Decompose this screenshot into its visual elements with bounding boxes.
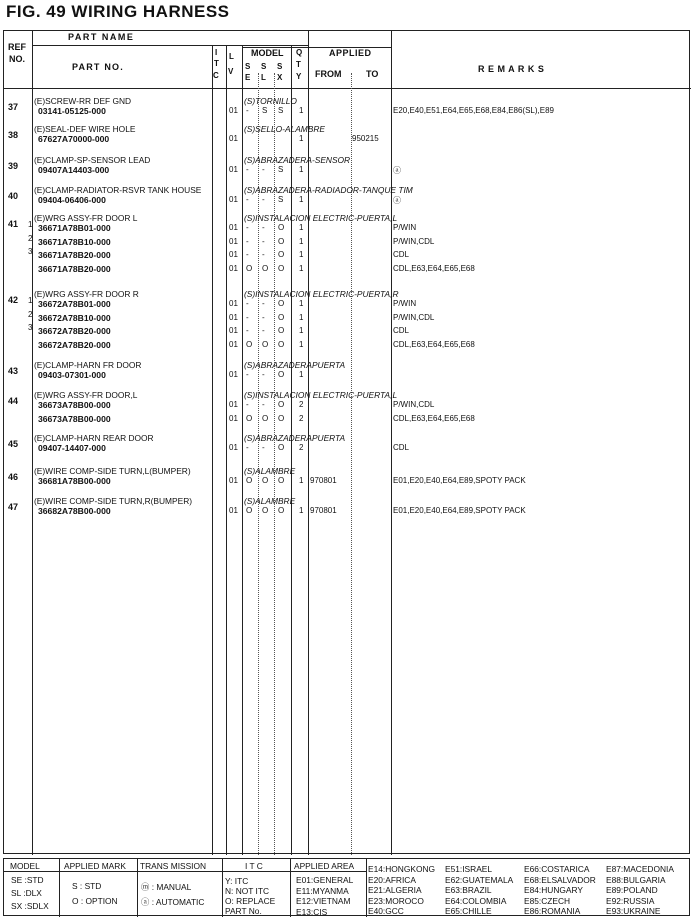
spanish-name: (S)INSTALACION ELECTRIC-PUERTA,L <box>244 213 398 223</box>
model-se: - <box>246 370 249 379</box>
sub-index: 1 <box>28 296 33 305</box>
legend-trans: ⓜ : MANUAL <box>141 882 192 892</box>
ref-number: 40 <box>8 191 19 201</box>
no-label: NO. <box>9 54 26 64</box>
model-sl: - <box>262 223 265 232</box>
remarks-value: P/WIN <box>393 223 417 232</box>
part-number: 36673A78B00-000 <box>38 413 111 424</box>
col-line-model <box>242 45 243 855</box>
model-se-e: E <box>245 73 251 82</box>
qty-value: 1 <box>299 236 304 246</box>
model-sx: O <box>278 413 285 423</box>
legend-model: SX :SDLX <box>11 901 49 911</box>
model-sx-s: S <box>277 62 283 71</box>
model-se-s: S <box>245 62 251 71</box>
ref-number: 43 <box>8 366 19 376</box>
remarks-value: P/WIN,CDL <box>393 400 435 409</box>
model-sl: O <box>262 506 269 515</box>
model-se: - <box>246 250 249 260</box>
legend-area: E62:GUATEMALA <box>445 874 514 885</box>
lv-value: 01 <box>229 236 238 246</box>
qty-value: 2 <box>299 443 304 452</box>
qty-value: 1 <box>299 223 304 232</box>
model-se: - <box>246 400 249 409</box>
qty-t: T <box>296 60 301 69</box>
col-line-lv <box>226 45 227 855</box>
model-sl: - <box>262 370 265 379</box>
model-sx: O <box>278 312 285 322</box>
legend-area: E20:AFRICA <box>368 874 416 885</box>
qty-value: 1 <box>299 506 304 515</box>
model-sl: O <box>262 339 269 349</box>
part-name-header: PART NAME <box>68 32 135 42</box>
ref-number: 39 <box>8 161 19 171</box>
lv-value: 01 <box>229 134 238 143</box>
legend-area: E88:BULGARIA <box>606 874 666 885</box>
to-header: TO <box>366 69 379 79</box>
legend-applied-mark: O : OPTION <box>72 896 118 906</box>
part-name: (E)SCREW-RR DEF GND <box>34 96 132 106</box>
part-no-header: PART NO. <box>72 62 124 72</box>
part-name: (E)WIRE COMP-SIDE TURN,L(BUMPER) <box>34 466 191 476</box>
remarks-value: E01,E20,E40,E64,E89,SPOTY PACK <box>393 476 526 485</box>
remarks-value: CDL <box>393 326 410 336</box>
legend-area: E11:MYANMA <box>296 885 349 896</box>
qty-value: 1 <box>299 299 304 308</box>
qty-y: Y <box>296 72 302 81</box>
part-number: 36671A78B01-000 <box>38 223 111 233</box>
qty-q: Q <box>296 48 303 57</box>
legend-line <box>366 859 367 917</box>
legend-area: E13:CIS <box>296 906 328 917</box>
sub-index: 1 <box>28 220 33 229</box>
model-sx: O <box>278 326 285 336</box>
legend-header-line <box>4 871 366 872</box>
legend-itc: Y: ITC <box>225 876 249 886</box>
model-header: MODEL <box>251 48 284 58</box>
legend-area: E64:COLOMBIA <box>445 895 507 906</box>
model-sl: - <box>262 443 265 452</box>
qty-value: 1 <box>299 250 304 260</box>
remarks-value: CDL,E63,E64,E65,E68 <box>393 339 475 349</box>
lv-value: 01 <box>229 443 238 452</box>
part-name: (E)WRG ASSY-FR DOOR L <box>34 213 138 223</box>
model-se: - <box>246 195 249 204</box>
legend-area: E85:CZECH <box>524 895 571 906</box>
legend-header: TRANS MISSION <box>140 861 207 871</box>
legend-area: E84:HUNGARY <box>524 885 583 895</box>
ref-number: 42 <box>8 295 19 305</box>
spanish-name: (S)ABRAZADERA-RADIADOR-TANQUE TIM <box>244 185 413 195</box>
model-sl: O <box>262 263 269 273</box>
legend-area: E68:ELSALVADOR <box>524 874 596 885</box>
part-name: (E)WRG ASSY-FR DOOR,L <box>34 390 138 400</box>
model-se: O <box>246 339 253 349</box>
model-sx: O <box>278 339 285 349</box>
part-number: 36671A78B20-000 <box>38 263 111 274</box>
ref-number: 37 <box>8 102 19 112</box>
part-number: 36673A78B00-000 <box>38 400 111 410</box>
spanish-name: (S)ALAMBRE <box>244 496 296 506</box>
part-name: (E)SEAL-DEF WIRE HOLE <box>34 124 136 134</box>
remarks-value: CDL,E63,E64,E65,E68 <box>393 263 475 273</box>
lv-value: 01 <box>229 339 238 349</box>
model-sl: - <box>262 236 265 246</box>
itc-t: T <box>214 59 219 68</box>
legend-model: SE :STD <box>11 875 44 885</box>
part-name: (E)WRG ASSY-FR DOOR R <box>34 289 139 299</box>
legend-area: E89:POLAND <box>606 885 658 895</box>
legend-line <box>137 859 138 917</box>
legend-line <box>59 859 60 917</box>
legend-applied-mark: S : STD <box>72 881 102 891</box>
model-sl: - <box>262 312 265 322</box>
model-se: O <box>246 506 253 515</box>
qty-value: 1 <box>299 134 304 143</box>
qty-value: 1 <box>299 195 304 204</box>
part-name: (E)CLAMP-SP-SENSOR LEAD <box>34 155 151 165</box>
legend-header: APPLIED MARK <box>64 861 126 871</box>
legend-area: E12:VIETNAM <box>296 896 351 906</box>
lv-value: 01 <box>229 413 238 423</box>
qty-value: 1 <box>299 476 304 485</box>
part-number: 67627A70000-000 <box>38 134 110 144</box>
header-divider <box>32 45 308 46</box>
legend-area: E01:GENERAL <box>296 875 354 885</box>
legend-area: E86:ROMANIA <box>524 906 581 916</box>
spanish-name: (S)SELLO-ALAMBRE <box>244 124 325 134</box>
part-number: 36672A78B01-000 <box>38 299 111 309</box>
legend-header: APPLIED AREA <box>294 861 355 871</box>
model-sx: O <box>278 370 285 379</box>
page-title: FIG. 49 WIRING HARNESS <box>6 2 230 21</box>
applied-from: 970801 <box>310 506 337 515</box>
part-number: 36672A78B20-000 <box>38 326 111 337</box>
remarks-value: P/WIN,CDL <box>393 236 435 246</box>
spanish-name: (S)ALAMBRE <box>244 466 296 476</box>
legend-area: E65:CHILLE <box>445 906 492 916</box>
legend-header: MODEL <box>10 861 40 871</box>
spanish-name: (S)INSTALACION ELECTRIC-PUERTA,R <box>244 289 399 299</box>
legend-line <box>222 859 223 917</box>
model-sl: - <box>262 165 265 174</box>
qty-value: 1 <box>299 106 304 115</box>
legend-area: E21:ALGERIA <box>368 885 422 895</box>
sub-index: 2 <box>28 233 33 243</box>
part-number: 36671A78B10-000 <box>38 236 111 247</box>
legend-model: SL :DLX <box>11 888 42 898</box>
lv-v: V <box>228 67 234 76</box>
ref-label: REF <box>8 42 26 52</box>
model-sx: O <box>278 476 285 485</box>
model-sl: - <box>262 250 265 260</box>
legend-area: E92:RUSSIA <box>606 895 655 906</box>
legend-line <box>290 859 291 917</box>
model-se: - <box>246 165 249 174</box>
legend-area: E63:BRAZIL <box>445 885 492 895</box>
remarks-value: P/WIN,CDL <box>393 312 435 322</box>
spanish-name: (S)ABRAZADERA-SENSOR <box>244 155 351 165</box>
legend-header: I T C <box>245 861 263 871</box>
model-sl: - <box>262 195 265 204</box>
remarks-value: P/WIN <box>393 299 417 308</box>
part-number: 09404-06406-000 <box>38 195 106 205</box>
model-sx: O <box>278 299 285 308</box>
part-number: 03141-05125-000 <box>38 106 106 116</box>
model-sl-s: S <box>261 62 267 71</box>
itc-i: I <box>215 48 218 57</box>
from-header: FROM <box>315 69 342 79</box>
part-number: 09403-07301-000 <box>38 370 106 380</box>
legend-area: E23:MOROCO <box>368 895 424 906</box>
remarks-value: CDL <box>393 443 410 452</box>
col-line-remarks <box>391 31 392 855</box>
spanish-name: (S)TORNILLO <box>244 96 297 106</box>
ref-number: 45 <box>8 439 19 449</box>
model-sx-x: X <box>277 73 283 82</box>
lv-value: 01 <box>229 476 238 485</box>
model-sx: O <box>278 506 285 515</box>
lv-value: 01 <box>229 370 238 379</box>
lv-l: L <box>229 52 234 61</box>
lv-value: 01 <box>229 506 238 515</box>
model-se: - <box>246 236 249 246</box>
lv-value: 01 <box>229 250 238 260</box>
remarks-value: ⓐ <box>393 166 401 175</box>
qty-value: 1 <box>299 339 304 349</box>
spanish-name: (S)ABRAZADERAPUERTA <box>244 433 346 443</box>
part-name: (E)CLAMP-HARN REAR DOOR <box>34 433 154 443</box>
remarks-value: CDL,E63,E64,E65,E68 <box>393 413 475 423</box>
model-se: - <box>246 312 249 322</box>
col-line-itc <box>212 45 213 855</box>
model-se: - <box>246 443 249 452</box>
legend-area: E40:GCC <box>368 906 404 916</box>
model-se: - <box>246 106 249 115</box>
model-sl: S <box>262 106 268 115</box>
model-se: - <box>246 326 249 336</box>
model-sl: O <box>262 413 269 423</box>
model-sx: S <box>278 106 284 115</box>
legend-area: E14:HONGKONG <box>368 864 436 874</box>
part-number: 36682A78B00-000 <box>38 506 111 516</box>
model-se: O <box>246 476 253 485</box>
lv-value: 01 <box>229 195 238 204</box>
part-name: (E)CLAMP-RADIATOR-RSVR TANK HOUSE <box>34 185 202 195</box>
qty-value: 1 <box>299 165 304 174</box>
legend-area: E87:MACEDONIA <box>606 864 674 874</box>
ref-number: 46 <box>8 472 19 482</box>
model-se: O <box>246 263 253 273</box>
lv-value: 01 <box>229 299 238 308</box>
spanish-name: (S)ABRAZADERAPUERTA <box>244 360 346 370</box>
header-bottom-line <box>4 88 691 89</box>
part-name: (E)WIRE COMP-SIDE TURN,R(BUMPER) <box>34 496 193 506</box>
qty-value: 1 <box>299 263 304 273</box>
part-name: (E)CLAMP-HARN FR DOOR <box>34 360 142 370</box>
remarks-value: CDL <box>393 250 410 260</box>
part-number: 36671A78B20-000 <box>38 250 111 261</box>
qty-value: 1 <box>299 370 304 379</box>
part-number: 36672A78B10-000 <box>38 312 111 323</box>
remarks-value: E20,E40,E51,E64,E65,E68,E84,E86(SL),E89 <box>393 106 555 115</box>
applied-to: 950215 <box>352 134 379 143</box>
col-line-ref <box>32 31 33 855</box>
legend-area: E66:COSTARICA <box>524 864 590 874</box>
model-sx: O <box>278 443 285 452</box>
sub-index: 3 <box>28 247 33 257</box>
qty-value: 1 <box>299 312 304 322</box>
applied-from: 970801 <box>310 476 337 485</box>
lv-value: 01 <box>229 223 238 232</box>
lv-value: 01 <box>229 326 238 336</box>
legend-itc: O: REPLACE <box>225 896 276 906</box>
spanish-name: (S)INSTALACION ELECTRIC-PUERTA,L <box>244 390 398 400</box>
sub-index: 3 <box>28 323 33 333</box>
model-sl: - <box>262 400 265 409</box>
model-sl: O <box>262 476 269 485</box>
legend-trans: ⓐ : AUTOMATIC <box>141 897 205 907</box>
lv-value: 01 <box>229 165 238 174</box>
lv-value: 01 <box>229 312 238 322</box>
legend-itc: PART No. <box>225 906 262 916</box>
sub-index: 2 <box>28 309 33 319</box>
itc-c: C <box>213 71 219 80</box>
legend-area: E93:UKRAINE <box>606 906 661 916</box>
model-sx: S <box>278 195 284 204</box>
model-sl: - <box>262 299 265 308</box>
model-sx: O <box>278 263 285 273</box>
ref-number: 47 <box>8 502 19 512</box>
model-sx: O <box>278 236 285 246</box>
remarks-value: E01,E20,E40,E64,E89,SPOTY PACK <box>393 506 526 515</box>
legend-area: E51:ISRAEL <box>445 864 493 874</box>
lv-value: 01 <box>229 400 238 409</box>
legend-itc: N: NOT ITC <box>225 886 270 896</box>
model-se: - <box>246 223 249 232</box>
part-number: 36681A78B00-000 <box>38 476 111 486</box>
model-se: - <box>246 299 249 308</box>
qty-value: 1 <box>299 326 304 336</box>
model-se: O <box>246 413 253 423</box>
model-sl: - <box>262 326 265 336</box>
remarks-header: R E M A R K S <box>478 64 545 74</box>
qty-value: 2 <box>299 413 304 423</box>
lv-value: 01 <box>229 106 238 115</box>
col-line-qty <box>291 45 292 855</box>
ref-number: 44 <box>8 396 19 406</box>
ref-number: 41 <box>8 219 19 229</box>
part-number: 09407A14403-000 <box>38 165 110 175</box>
model-sl-l: L <box>261 73 266 82</box>
remarks-value: ⓐ <box>393 196 401 205</box>
part-number: 36672A78B20-000 <box>38 339 111 350</box>
model-sx: O <box>278 400 285 409</box>
applied-header: APPLIED <box>329 48 372 58</box>
model-sx: O <box>278 223 285 232</box>
qty-value: 2 <box>299 400 304 409</box>
part-number: 09407-14407-000 <box>38 443 106 453</box>
model-sx: S <box>278 165 284 174</box>
ref-number: 38 <box>8 130 19 140</box>
lv-value: 01 <box>229 263 238 273</box>
model-sx: O <box>278 250 285 260</box>
